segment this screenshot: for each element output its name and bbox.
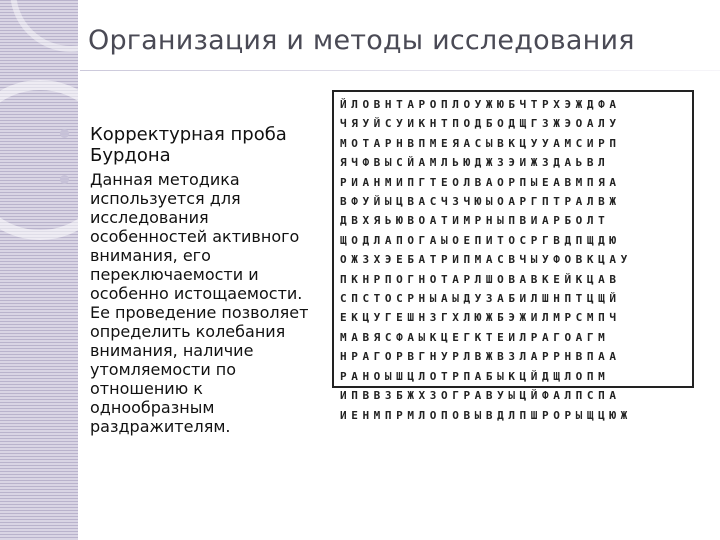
letter-row: ОЖЗХЭЕБАТРИПМАСВЧЫУФОВКЦАУ — [340, 253, 632, 267]
title-underline — [80, 70, 720, 71]
letter-row: ЧЯУЙСУИКНТПОДБОДЩГЗЖЭОАЛУ — [340, 117, 621, 131]
letter-row: ЯЧФВЫСЙАМЛЬЮДЖЗЭИЖЗДАЬВЛ — [340, 156, 610, 170]
letter-row: ЙЛОВНТАРОПЛОУЖЮБЧТРХЭЖДФА — [340, 98, 621, 111]
bourdon-test-letter-grid — [332, 90, 694, 422]
bullet-dot-icon — [60, 129, 69, 138]
bullet-dot-icon — [60, 175, 69, 184]
letter-row: СПСТОСРНЫАЫДУЗАБИЛШНПТЦЩЙ — [340, 292, 621, 306]
letter-row: ИПВВЗБЖХЗОГРАВУЫЦЙФАЛПСПА — [340, 389, 621, 403]
letter-row: ПКНРПОГНОТАРЛШОВАВКЕЙКЦАВ — [340, 272, 621, 286]
letter-row: МОТАРНВПМЕЯАСЫВКЦУУАМСИРП — [340, 136, 621, 150]
letter-row: МАВЯСФАЫКЦЕГКТЕИЛРАГОАГМ — [340, 330, 610, 344]
slide-title: Организация и методы исследования — [88, 25, 635, 56]
letter-row: РАНОЫШЦЛОТРПАБЫКЦЙДЩЛОПМ — [340, 369, 610, 383]
letter-row: ЕКЦУГЕШНЗГХЛЮЖБЭЖИЛМРСМПЧ — [340, 311, 621, 325]
letter-row: ЩОДЛАПОГАЫОЕПИТОСРГВДПЩДЮ — [340, 233, 621, 247]
bullet-text: Данная методика используется для исследования особенностей активного внимания, его переключаемости и особенно истощаемости. Ее проведение позволяет определить колебания внимания, наличие утомляемости по отношению к однообразным раздражителям. — [90, 170, 309, 436]
bullet-text: Корректурная проба Бурдона — [90, 124, 287, 166]
bullet-item — [60, 124, 320, 166]
decorative-circle-small — [10, 0, 80, 52]
bullet-list — [60, 124, 320, 440]
letter-row: ВФУЙЫЦВАСЧЗЧЮЫОАРГПТРАЛВЖ — [340, 195, 621, 209]
letter-row: ИЕНМПРМЛОПОВЫВДЛПШРОРЫЩЦЮЖ — [340, 408, 632, 422]
bullet-item — [60, 170, 320, 436]
letter-row: РИАНМИПГТЕОЛВАОРПЫЕАВМПЯА — [340, 175, 621, 189]
letter-row: ДВХЯЬЮВОАТИМРНЫПВИАРБОЛТ — [340, 214, 610, 228]
letter-row: НРАГОРВГНУРЛВЖВЗЛАРРНВПАА — [340, 350, 621, 364]
